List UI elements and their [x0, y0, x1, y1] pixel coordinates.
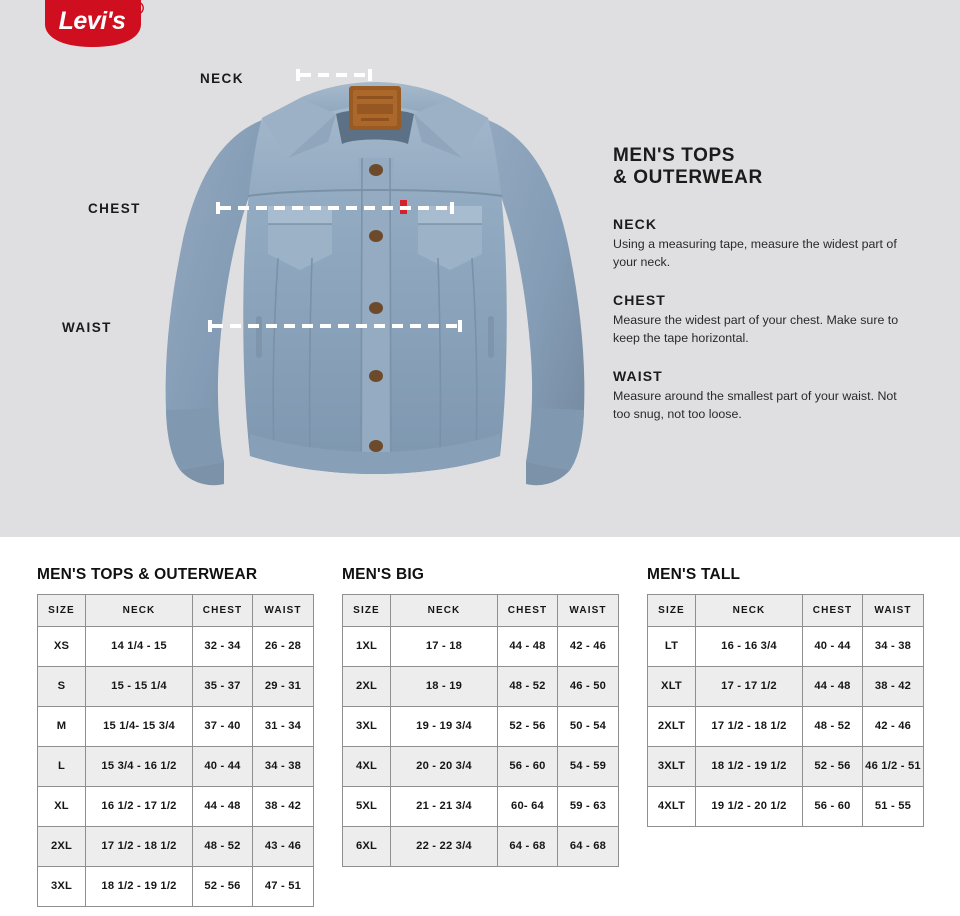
table-row	[343, 707, 619, 747]
measurement-cell: 43 - 46	[253, 827, 314, 867]
instruction-heading-chest: CHEST	[613, 292, 666, 309]
measurement-cell: 20 - 20 3/4	[391, 747, 498, 787]
measurement-cell: 34 - 38	[863, 627, 924, 667]
column-header-size: SIZE	[648, 595, 696, 627]
measurement-cell: 19 - 19 3/4	[391, 707, 498, 747]
table-row	[648, 747, 924, 787]
table-row	[38, 707, 314, 747]
size-table-block-tall	[647, 566, 923, 827]
table-row	[343, 827, 619, 867]
column-header-chest: CHEST	[498, 595, 558, 627]
measurement-cell: 47 - 51	[253, 867, 314, 907]
size-cell: 2XL	[343, 667, 391, 707]
measure-label-neck: NECK	[200, 71, 244, 86]
table-row	[38, 627, 314, 667]
measurement-cell: 18 - 19	[391, 667, 498, 707]
measure-label-waist: WAIST	[62, 320, 112, 335]
size-cell: 3XL	[38, 867, 86, 907]
column-header-size: SIZE	[343, 595, 391, 627]
measurement-cell: 37 - 40	[193, 707, 253, 747]
column-header-waist: WAIST	[253, 595, 314, 627]
page-title-line-2: & OUTERWEAR	[613, 167, 763, 189]
measurement-cell: 38 - 42	[253, 787, 314, 827]
size-cell: 6XL	[343, 827, 391, 867]
measurement-cell: 42 - 46	[863, 707, 924, 747]
size-cell: 1XL	[343, 627, 391, 667]
table-row	[343, 667, 619, 707]
table-title: MEN'S TOPS & OUTERWEAR	[37, 566, 258, 583]
table-title: MEN'S BIG	[342, 566, 425, 583]
denim-jacket-image	[150, 58, 600, 520]
measurement-cell: 17 1/2 - 18 1/2	[86, 827, 193, 867]
measurement-cell: 18 1/2 - 19 1/2	[696, 747, 803, 787]
instruction-block-chest	[613, 292, 903, 347]
measure-label-chest: CHEST	[88, 201, 141, 216]
measurement-cell: 48 - 52	[498, 667, 558, 707]
size-cell: S	[38, 667, 86, 707]
measure-line-chest	[216, 202, 454, 214]
table-row	[343, 627, 619, 667]
measurement-cell: 48 - 52	[803, 707, 863, 747]
measurement-cell: 44 - 48	[803, 667, 863, 707]
table-row	[38, 827, 314, 867]
table-body	[343, 627, 619, 867]
measurement-cell: 19 1/2 - 20 1/2	[696, 787, 803, 827]
instruction-body-neck: Using a measuring tape, measure the widest part of your neck.	[613, 236, 897, 269]
size-table-block-tops-outerwear	[37, 566, 314, 907]
instruction-body-chest: Measure the widest part of your chest. Make sure to keep the tape horizontal.	[613, 313, 899, 346]
measure-line-waist	[208, 320, 462, 332]
measurement-cell: 29 - 31	[253, 667, 314, 707]
column-header-waist: WAIST	[558, 595, 619, 627]
page-title-line-1: MEN'S TOPS	[613, 145, 736, 166]
levis-logo	[45, 0, 147, 50]
measurement-cell: 35 - 37	[193, 667, 253, 707]
size-cell: L	[38, 747, 86, 787]
size-tables-section	[0, 537, 960, 916]
measurement-cell: 26 - 28	[253, 627, 314, 667]
measurement-cell: 16 1/2 - 17 1/2	[86, 787, 193, 827]
measurement-cell: 32 - 34	[193, 627, 253, 667]
table-header-row	[38, 595, 314, 627]
measuring-instructions	[613, 145, 903, 423]
size-cell: M	[38, 707, 86, 747]
size-table	[37, 594, 314, 907]
measurement-cell: 50 - 54	[558, 707, 619, 747]
measurement-cell: 64 - 68	[498, 827, 558, 867]
instruction-block-waist	[613, 368, 903, 423]
measure-dash-bar	[220, 206, 450, 210]
measurement-cell: 64 - 68	[558, 827, 619, 867]
size-cell: XL	[38, 787, 86, 827]
table-row	[648, 707, 924, 747]
measurement-cell: 40 - 44	[803, 627, 863, 667]
measurement-cell: 42 - 46	[558, 627, 619, 667]
measurement-cell: 60- 64	[498, 787, 558, 827]
svg-text:Levi's: Levi's	[58, 7, 126, 35]
measure-cap-right	[450, 202, 454, 214]
size-cell: 2XLT	[648, 707, 696, 747]
column-header-neck: NECK	[391, 595, 498, 627]
table-row	[648, 627, 924, 667]
size-cell: XLT	[648, 667, 696, 707]
column-header-neck: NECK	[86, 595, 193, 627]
measurement-cell: 54 - 59	[558, 747, 619, 787]
instruction-body-waist: Measure around the smallest part of your waist. Not too snug, not too loose.	[613, 389, 897, 422]
measurement-cell: 15 - 15 1/4	[86, 667, 193, 707]
measure-cap-right	[368, 69, 372, 81]
measurement-cell: 52 - 56	[803, 747, 863, 787]
measure-dash-bar	[212, 324, 458, 328]
measurement-cell: 31 - 34	[253, 707, 314, 747]
instruction-heading-waist: WAIST	[613, 368, 663, 385]
svg-text:R: R	[134, 4, 140, 14]
size-table	[647, 594, 924, 827]
measurement-cell: 51 - 55	[863, 787, 924, 827]
table-body	[38, 627, 314, 907]
size-cell: 3XL	[343, 707, 391, 747]
size-table	[342, 594, 619, 867]
measurement-cell: 38 - 42	[863, 667, 924, 707]
table-row	[38, 667, 314, 707]
measurement-cell: 21 - 21 3/4	[391, 787, 498, 827]
measurement-cell: 44 - 48	[193, 787, 253, 827]
size-cell: 4XLT	[648, 787, 696, 827]
measurement-cell: 44 - 48	[498, 627, 558, 667]
measurement-cell: 17 - 17 1/2	[696, 667, 803, 707]
measurement-cell: 14 1/4 - 15	[86, 627, 193, 667]
column-header-size: SIZE	[38, 595, 86, 627]
measurement-cell: 34 - 38	[253, 747, 314, 787]
measurement-cell: 15 3/4 - 16 1/2	[86, 747, 193, 787]
column-header-chest: CHEST	[193, 595, 253, 627]
measurement-cell: 46 - 50	[558, 667, 619, 707]
measurement-cell: 40 - 44	[193, 747, 253, 787]
measurement-cell: 15 1/4- 15 3/4	[86, 707, 193, 747]
size-cell: LT	[648, 627, 696, 667]
measurement-cell: 46 1/2 - 51	[863, 747, 924, 787]
table-row	[343, 747, 619, 787]
table-row	[648, 667, 924, 707]
measurement-cell: 16 - 16 3/4	[696, 627, 803, 667]
table-row	[38, 867, 314, 907]
table-title: MEN'S TALL	[647, 566, 741, 583]
measurement-cell: 17 1/2 - 18 1/2	[696, 707, 803, 747]
table-row	[38, 747, 314, 787]
measure-line-neck	[296, 69, 372, 81]
size-table-block-big	[342, 566, 619, 867]
measurement-cell: 18 1/2 - 19 1/2	[86, 867, 193, 907]
measurement-cell: 52 - 56	[193, 867, 253, 907]
measurement-cell: 59 - 63	[558, 787, 619, 827]
size-cell: 5XL	[343, 787, 391, 827]
measurement-cell: 17 - 18	[391, 627, 498, 667]
table-body	[648, 627, 924, 827]
column-header-neck: NECK	[696, 595, 803, 627]
table-header-row	[648, 595, 924, 627]
size-cell: 4XL	[343, 747, 391, 787]
measurement-cell: 56 - 60	[803, 787, 863, 827]
table-row	[648, 787, 924, 827]
column-header-chest: CHEST	[803, 595, 863, 627]
instruction-block-neck	[613, 216, 903, 271]
size-cell: 3XLT	[648, 747, 696, 787]
table-row	[343, 787, 619, 827]
table-header-row	[343, 595, 619, 627]
size-cell: XS	[38, 627, 86, 667]
measurement-cell: 52 - 56	[498, 707, 558, 747]
instruction-heading-neck: NECK	[613, 215, 658, 232]
measurement-cell: 48 - 52	[193, 827, 253, 867]
page-title	[613, 145, 903, 190]
measurement-cell: 56 - 60	[498, 747, 558, 787]
measurement-cell: 22 - 22 3/4	[391, 827, 498, 867]
size-cell: 2XL	[38, 827, 86, 867]
column-header-waist: WAIST	[863, 595, 924, 627]
measure-dash-bar	[300, 73, 368, 77]
table-row	[38, 787, 314, 827]
measure-cap-right	[458, 320, 462, 332]
